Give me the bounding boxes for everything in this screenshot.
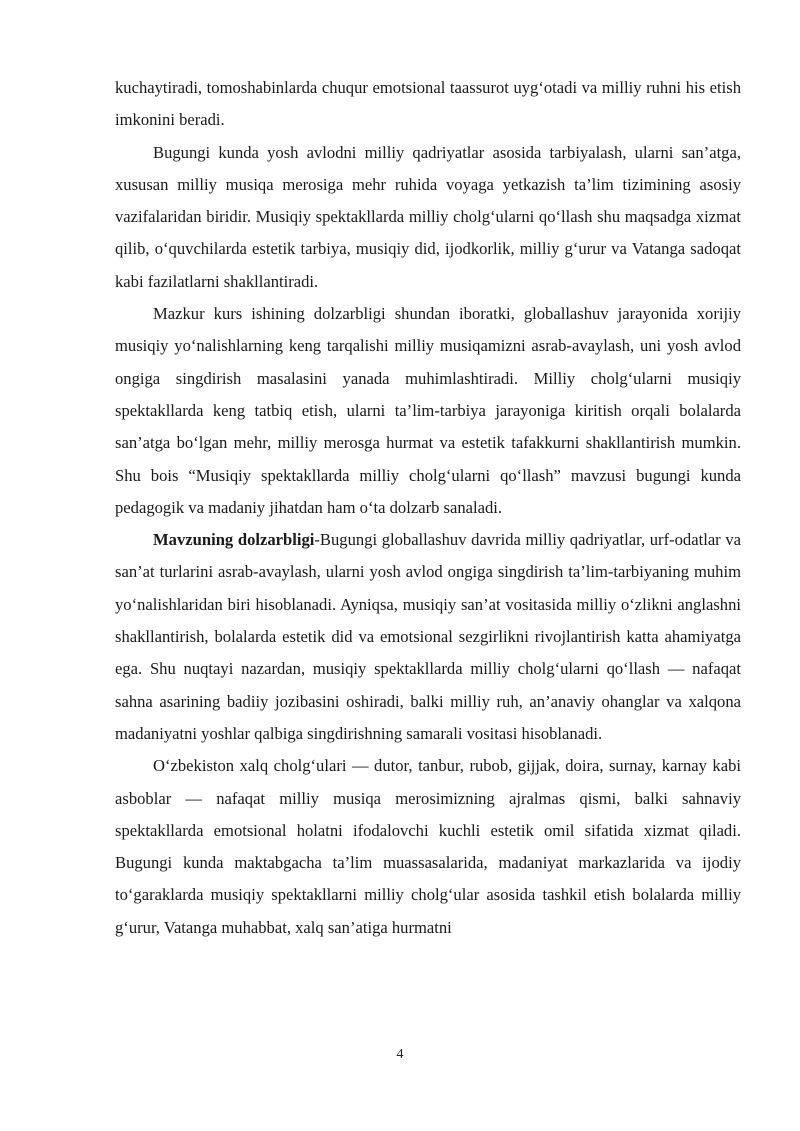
topic-relevance-text: -Bugungi globallashuv davrida milliy qadriyatlar, urf-odatlar va san’at turlarini asrab-avaylash, ularni yosh avlod ongiga singdirish ta’lim-tarbiyaning muhim yo‘nalishlaridan biri hisoblanadi. Ayniqsa, musiqiy san’at vositasida milliy o‘zlikni anglashni shakllantirish, bolalarda estetik did va emotsional sezgirlikni rivojlantirish katta ahamiyatga ega. Shu nuqtayi nazardan, musiqiy spektakllarda milliy cholg‘ularni qo‘llash — nafaqat sahna asarining badiiy jozibasini oshiradi, balki milliy ruh, an’anaviy ohanglar va xalqona madaniyatni yoshlar qalbiga singdirishning samarali vositasi hisoblanadi. bbox=[115, 530, 741, 743]
paragraph-education-goals: Bugungi kunda yosh avlodni milliy qadriyatlar asosida tarbiyalash, ularni san’atga, xususan milliy musiqa merosiga mehr ruhida voyaga yetkazish ta’lim tizimining asosiy vazifalaridan biridir. Musiqiy spektakllarda milliy cholg‘ularni qo‘llash shu maqsadga xizmat qilib, o‘quvchilarda estetik tarbiya, musiqiy did, ijodkorlik, milliy g‘urur va Vatanga sadoqat kabi fazilatlarni shakllantiradi. bbox=[115, 142, 741, 291]
paragraph-topic-relevance bbox=[115, 524, 741, 750]
page-number: 4 bbox=[396, 1047, 404, 1062]
topic-relevance-heading: Mavzuning dolzarbligi bbox=[153, 530, 315, 550]
paragraph-folk-instruments: O‘zbekiston xalq cholg‘ulari — dutor, tanbur, rubob, gijjak, doira, surnay, karnay kabi asboblar — nafaqat milliy musiqa merosimizning ajralmas qismi, balki sahnaviy spektakllarda emotsional holatni ifodalovchi kuchli estetik omil sifatida xizmat qiladi. Bugungi kunda maktabgacha ta’lim muassasalarida, madaniyat markazlarida va ijodiy to‘garaklarda musiqiy spektakllarni milliy cholg‘ular asosida tashkil etish bolalarda milliy g‘urur, Vatanga muhabbat, xalq san’atiga hurmatni bbox=[115, 756, 741, 937]
paragraph-continuation: kuchaytiradi, tomoshabinlarda chuqur emotsional taassurot uyg‘otadi va milliy ruhni his etish imkonini beradi. bbox=[115, 78, 741, 130]
page-body bbox=[115, 72, 741, 944]
paragraph-course-relevance: Mazkur kurs ishining dolzarbligi shundan iboratki, globallashuv jarayonida xorijiy musiqiy yo‘nalishlarning keng tarqalishi milliy musiqamizni asrab-avaylash, uni yosh avlod ongiga singdirish masalasini yanada muhimlashtiradi. Milliy cholg‘ularni musiqiy spektakllarda keng tatbiq etish, ularni ta’lim-tarbiya jarayoniga kiritish orqali bolalarda san’atga bo‘lgan mehr, milliy merosga hurmat va estetik tafakkurni shakllantirish mumkin. Shu bois “Musiqiy spektakllarda milliy cholg‘ularni qo‘llash” mavzusi bugungi kunda pedagogik va madaniy jihatdan ham o‘ta dolzarb sanaladi. bbox=[115, 304, 741, 517]
